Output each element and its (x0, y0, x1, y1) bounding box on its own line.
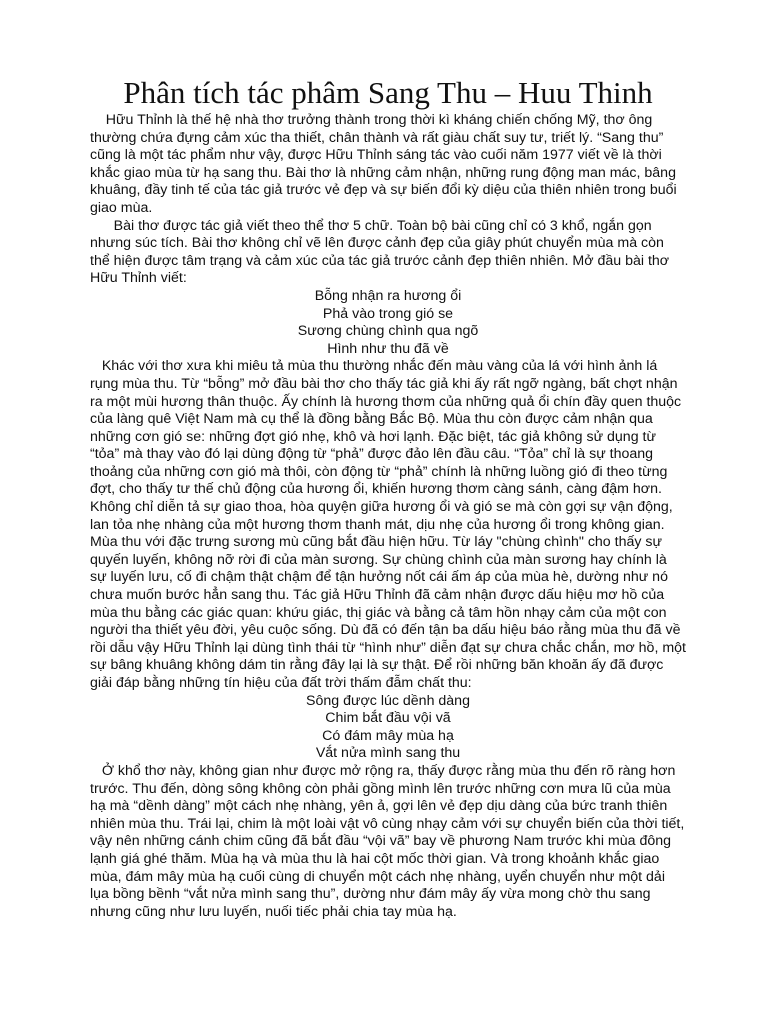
paragraph-analysis-2: Ở khổ thơ này, không gian như được mở rộng ra, thấy được rằng mùa thu đến rõ ràng hơn trước. Thu đến, dòng sông không còn phải gồng mình lên trước những cơn mưa lũ của mùa hạ mà “dềnh dàng” một cách nhẹ nhàng, yên ả, gợi lên vẻ đẹp dịu dàng của bức tranh thiên nhiên mùa thu. Trái lại, chim là một loài vật vô cùng nhạy cảm với sự chuyển biến của thời tiết, vậy nên những cánh chim cũng đã bắt đầu “vội vã” bay về phương Nam trước khi mùa đông lạnh giá ghé thăm. Mùa hạ và mùa thu là hai cột mốc thời gian. Và trong khoảnh khắc giao mùa, đám mây mùa hạ cuối cùng di chuyển một cách nhẹ nhàng, uyển chuyển như một dải lụa bồng bềnh “vắt nửa mình sang thu”, dường như đám mây ấy vừa mong chờ thu sang nhưng cũng như lưu luyến, nuối tiếc phải chia tay mùa hạ. (90, 762, 689, 920)
document-page (90, 75, 690, 921)
verse-line: Bỗng nhận ra hương ổi (314, 287, 462, 304)
paragraph-form: Bài thơ được tác giả viết theo thể thơ 5 chữ. Toàn bộ bài cũng chỉ có 3 khổ, ngắn gọn nhưng súc tích. Bài thơ không chỉ vẽ lên được cảnh đẹp của giây phút chuyển mùa mà còn thể hiện được tâm trạng và cảm xúc của tác giả trước cảnh đẹp thiên nhiên. Mở đầu bài thơ Hữu Thỉnh viết: (90, 217, 674, 287)
verse-stanza-1 (90, 288, 686, 358)
paragraph-analysis-1: Khác với thơ xưa khi miêu tả mùa thu thường nhắc đến màu vàng của lá với hình ảnh lá rụng mùa thu. Từ “bỗng” mở đầu bài thơ cho thấy tác giả khi ấy rất ngỡ ngàng, bất chợt nhận ra một mùi hương thân thuộc. Ấy chính là hương thơm của những quả ổi chín đầy quen thuộc của làng quê Việt Nam mà cụ thể là đồng bằng Bắc Bộ. Mùa thu còn được cảm nhận qua những cơn gió se: những đợt gió nhẹ, khô và hơi lạnh. Đặc biệt, tác giả không sử dụng từ “tỏa” mà thay vào đó lại dùng động từ “phả” được đảo lên đầu câu. “Tỏa” chỉ là sự thoang thoảng của những cơn gió mà thôi, còn động từ “phả” chính là những luồng gió đi theo từng đợt, cho thấy tư thế chủ động của hương ổi, khiến hương thơm càng sánh, càng đậm hơn. Không chỉ diễn tả sự giao thoa, hòa quyện giữa hương ổi và gió se mà còn gợi sự vận động, lan tỏa nhẹ nhàng của một hương thơm thanh mát, dịu nhẹ của hương ổi trong không gian. Mùa thu với đặc trưng sương mù cũng bắt đầu hiện hữu. Từ láy "chùng chình" cho thấy sự quyến luyến, không nỡ rời đi của màn sương. Sự chùng chình của màn sương hay chính là sự luyến lưu, cố đi chậm thật chậm để tận hưởng nốt cái ấm áp của mùa hè, dường như nó chưa muốn bước hẳn sang thu. Tác giả Hữu Thỉnh đã cảm nhận được dấu hiệu mơ hồ của mùa thu bằng các giác quan: khứu giác, thị giác và bằng cả tâm hồn nhạy cảm của một con người tha thiết yêu đời, yêu cuộc sống. Dù đã có đến tận ba dấu hiệu báo rằng mùa thu đã về rồi dẫu vậy Hữu Thỉnh lại dùng tình thái từ “hình như” diễn đạt sự chưa chắc chắn, mơ hồ, một sự bâng khuâng không dám tin rằng đây lại là sự thật. Để rồi những băn khoăn ấy đã được giải đáp bằng những tín hiệu của đất trời thấm đẫm chất thu: (90, 358, 690, 691)
verse-line: Vắt nửa mình sang thu (315, 745, 461, 762)
verse-line: Chim bắt đầu vội vã (325, 710, 451, 727)
verse-line: Phả vào trong gió se (322, 305, 454, 322)
verse-line: Sương chùng chình qua ngõ (297, 323, 479, 340)
verse-stanza-2 (90, 693, 686, 763)
document-body (90, 112, 690, 921)
verse-line: Sông được lúc dềnh dàng (306, 692, 470, 709)
verse-line: Hình như thu đã về (327, 340, 449, 357)
document-title: Phân tích tác phâm Sang Thu – Huu Thinh (123, 75, 653, 110)
paragraph-intro: Hữu Thỉnh là thế hệ nhà thơ trưởng thành trong thời kì kháng chiến chống Mỹ, thơ ông thường chứa đựng cảm xúc tha thiết, chân thành và rất giàu chất suy tư, triết lý. “Sang thu” cũng là một tác phẩm như vậy, được Hữu Thỉnh sáng tác vào cuối năm 1977 viết về là thời khắc giao mùa từ hạ sang thu. Bài thơ là những cảm nhận, những rung động man mác, bâng khuâng, đầy tinh tế của tác giả trước vẻ đẹp và sự biến đổi kỳ diệu của thiên nhiên trong buổi giao mùa. (90, 112, 681, 216)
verse-line: Có đám mây mùa hạ (322, 727, 454, 744)
